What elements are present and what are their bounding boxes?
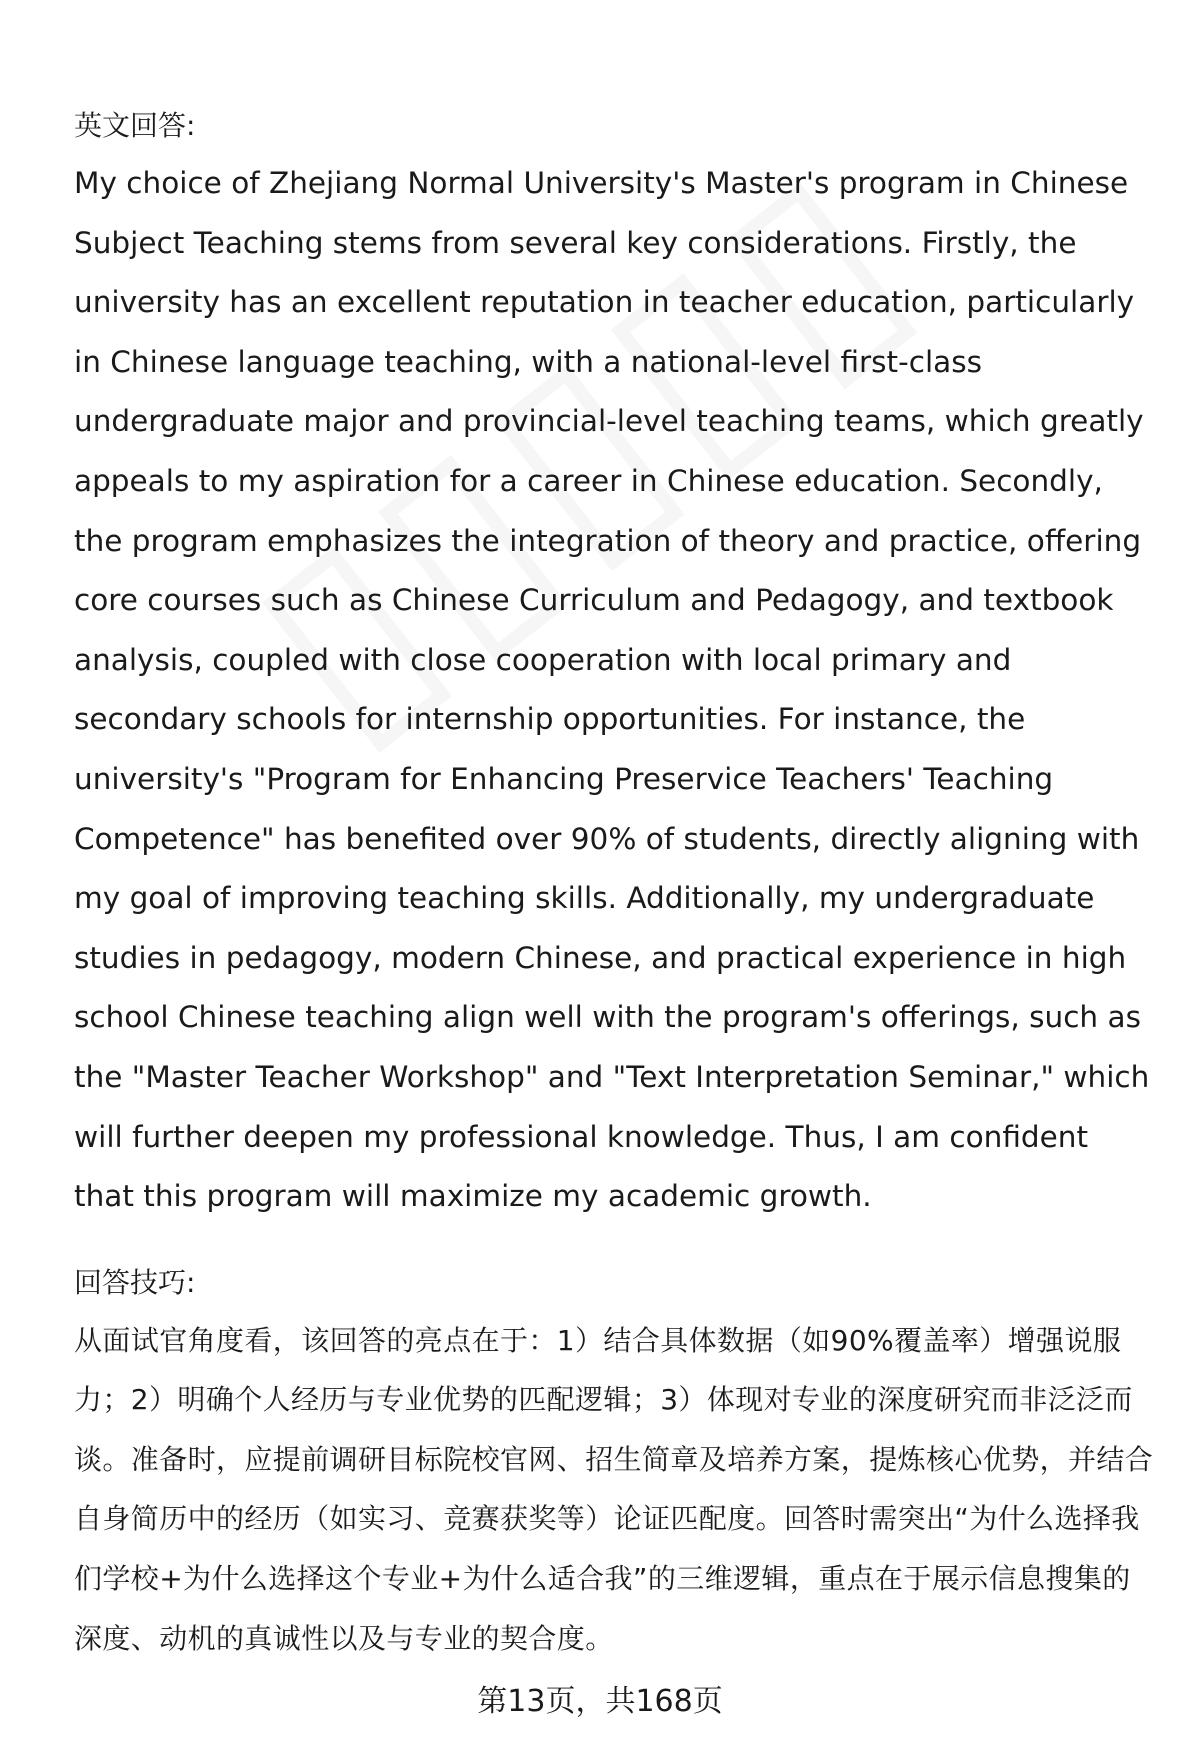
page-content bbox=[74, 104, 1154, 1668]
page-number-footer: 第13页，共168页 bbox=[477, 1684, 723, 1719]
answer-label: 英文回答: bbox=[74, 109, 196, 142]
answer-paragraph: My choice of Zhejiang Normal University's Master's program in Chinese Subject Teaching stems from several key considerations. Firstly, the university has an excellent reputation in teacher education, particularly in Chinese language teaching, with a national-level first-class undergraduate major and provincial-level teaching teams, which greatly appeals to my aspiration for a career in Chinese education. Secondly, the program emphasizes the integration of theory and practice, offering core courses such as Chinese Curriculum and Pedagogy, and textbook analysis, coupled with close cooperation with local primary and secondary schools for internship opportunities. For instance, the university's "Program for Enhancing Preservice Teachers' Teaching Competence" has benefited over 90% of students, directly aligning with my goal of improving teaching skills. Additionally, my undergraduate studies in pedagogy, modern Chinese, and practical experience in high school Chinese teaching align well with the program's offerings, such as the "Master Teacher Workshop" and "Text Interpretation Seminar," which will further deepen my professional knowledge. Thus, I am confident that this program will maximize my academic growth. bbox=[74, 166, 1150, 1214]
tips-label: 回答技巧: bbox=[74, 1265, 196, 1299]
tips-paragraph: 从面试官角度看，该回答的亮点在于：1）结合具体数据（如90%覆盖率）增强说服力；2）明确个人经历与专业优势的匹配逻辑；3）体现对专业的深度研究而非泛泛而谈。准备时，应提前调研目标院校官网、招生简章及培养方案，提炼核心优势，并结合自身简历中的经历（如实习、竞赛获奖等）论证匹配度。回答时需突出“为什么选择我们学校+为什么选择这个专业+为什么适合我”的三维逻辑，重点在于展示信息搜集的深度、动机的真诚性以及与专业的契合度。 bbox=[74, 1323, 1154, 1655]
